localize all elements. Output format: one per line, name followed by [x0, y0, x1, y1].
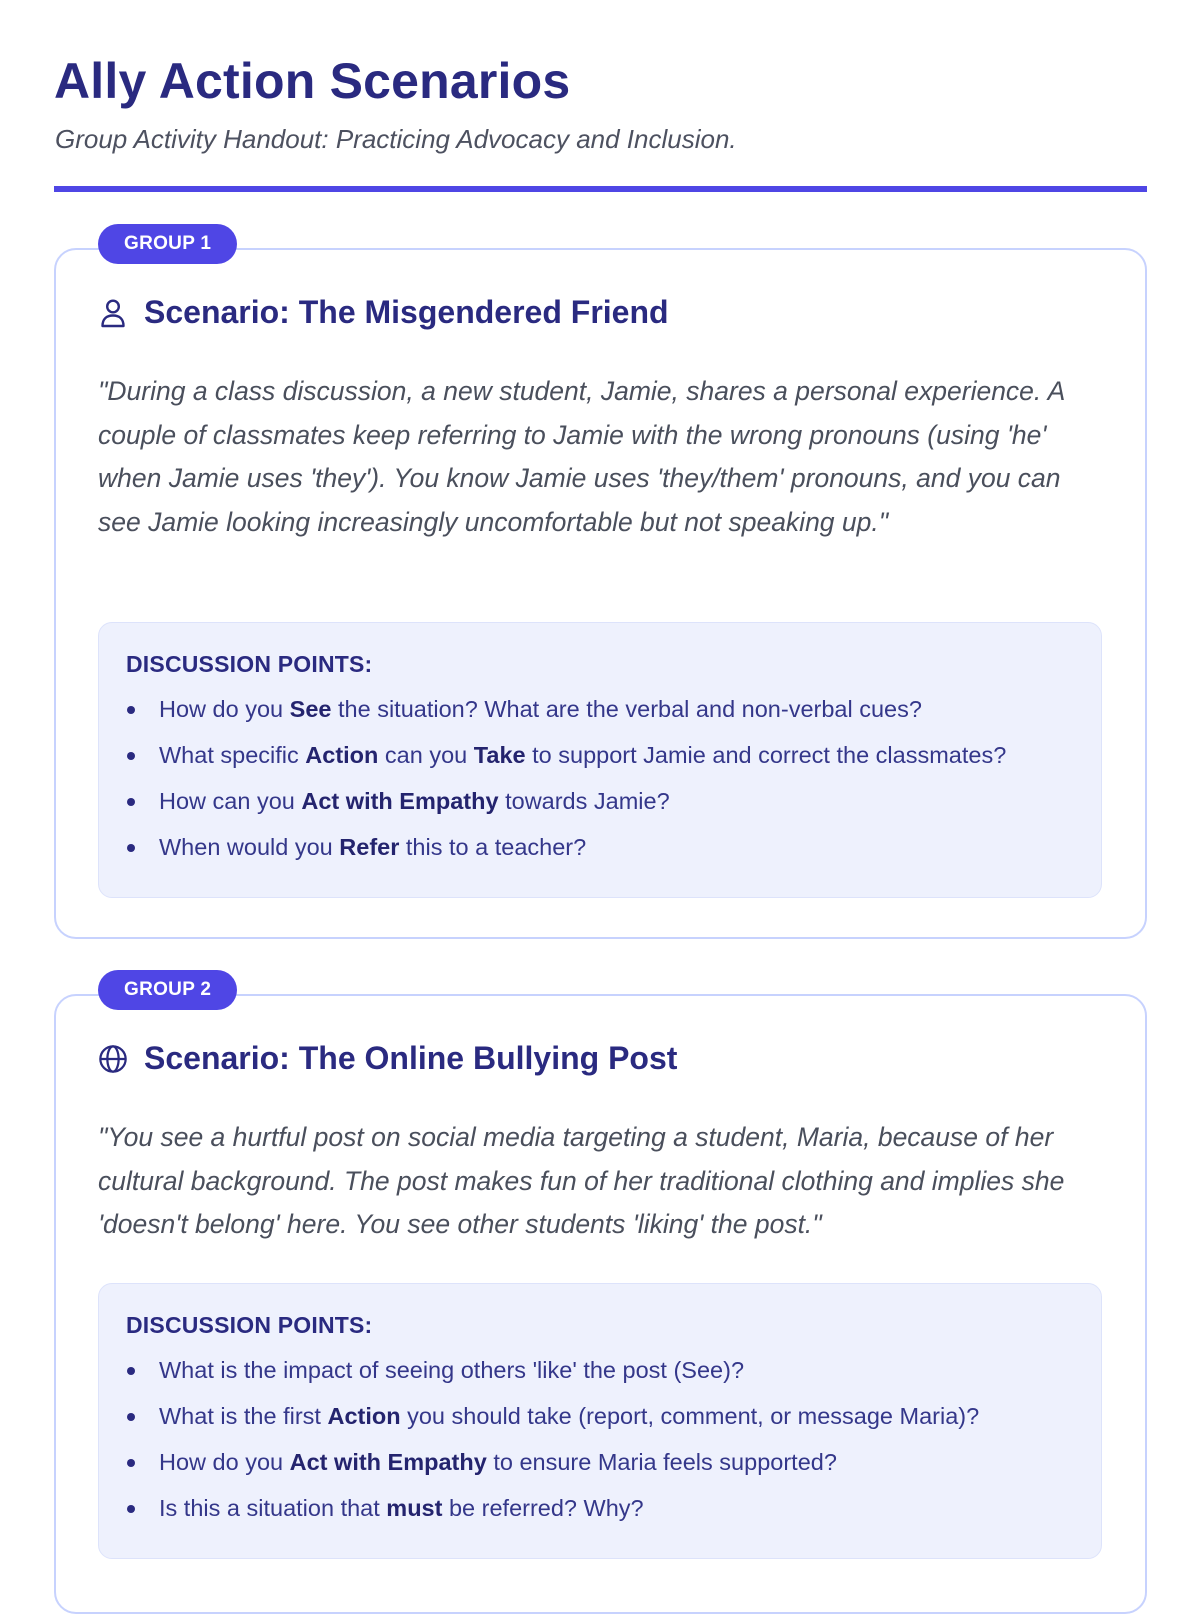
scenario-title: Scenario: The Online Bullying Post: [144, 1040, 678, 1076]
discussion-point: How can you Act with Empathy towards Jamie?: [126, 778, 1075, 824]
user-icon: [98, 298, 128, 328]
discussion-point: What is the impact of seeing others 'like' the post (See)?: [126, 1347, 1075, 1393]
discussion-point: How do you See the situation? What are the verbal and non-verbal cues?: [126, 686, 1075, 732]
discussion-list: [126, 686, 1075, 870]
discussion-point: How do you Act with Empathy to ensure Maria feels supported?: [126, 1439, 1075, 1485]
discussion-points-panel: [98, 1283, 1102, 1559]
title-divider: [54, 186, 1147, 192]
scenario-description: "You see a hurtful post on social media targeting a student, Maria, because of her cultural background. The post makes fun of her traditional clothing and implies she 'doesn't belong' here. You see other students 'liking' the post.": [98, 1122, 1065, 1239]
discussion-points-panel: [98, 622, 1102, 898]
discussion-point: What is the first Action you should take (report, comment, or message Maria)?: [126, 1393, 1075, 1439]
scenario-header: [98, 294, 669, 331]
discussion-point: When would you Refer this to a teacher?: [126, 824, 1075, 870]
discussion-point: Is this a situation that must be referred? Why?: [126, 1485, 1075, 1531]
discussion-point: What specific Action can you Take to support Jamie and correct the classmates?: [126, 732, 1075, 778]
globe-icon: [98, 1044, 128, 1074]
discussion-heading: DISCUSSION POINTS:: [126, 651, 373, 677]
discussion-list: [126, 1347, 1075, 1531]
scenario-card-group-2: [54, 979, 1147, 1614]
page-subtitle: Group Activity Handout: Practicing Advocacy and Inclusion.: [55, 124, 737, 154]
scenario-description: "During a class discussion, a new student, Jamie, shares a personal experience. A couple of classmates keep referring to Jamie with the wrong pronouns (using 'he' when Jamie uses 'they'). You know Jamie uses 'they/them' pronouns, and you can see Jamie looking increasingly uncomfortable but not speaking up.": [98, 376, 1065, 537]
group-badge: GROUP 1: [98, 224, 237, 264]
scenario-card-group-1: [54, 233, 1147, 939]
discussion-heading: DISCUSSION POINTS:: [126, 1312, 373, 1338]
group-badge: GROUP 2: [98, 970, 237, 1010]
scenario-header: [98, 1040, 677, 1077]
page-title: Ally Action Scenarios: [54, 53, 571, 109]
scenario-title: Scenario: The Misgendered Friend: [144, 294, 669, 330]
